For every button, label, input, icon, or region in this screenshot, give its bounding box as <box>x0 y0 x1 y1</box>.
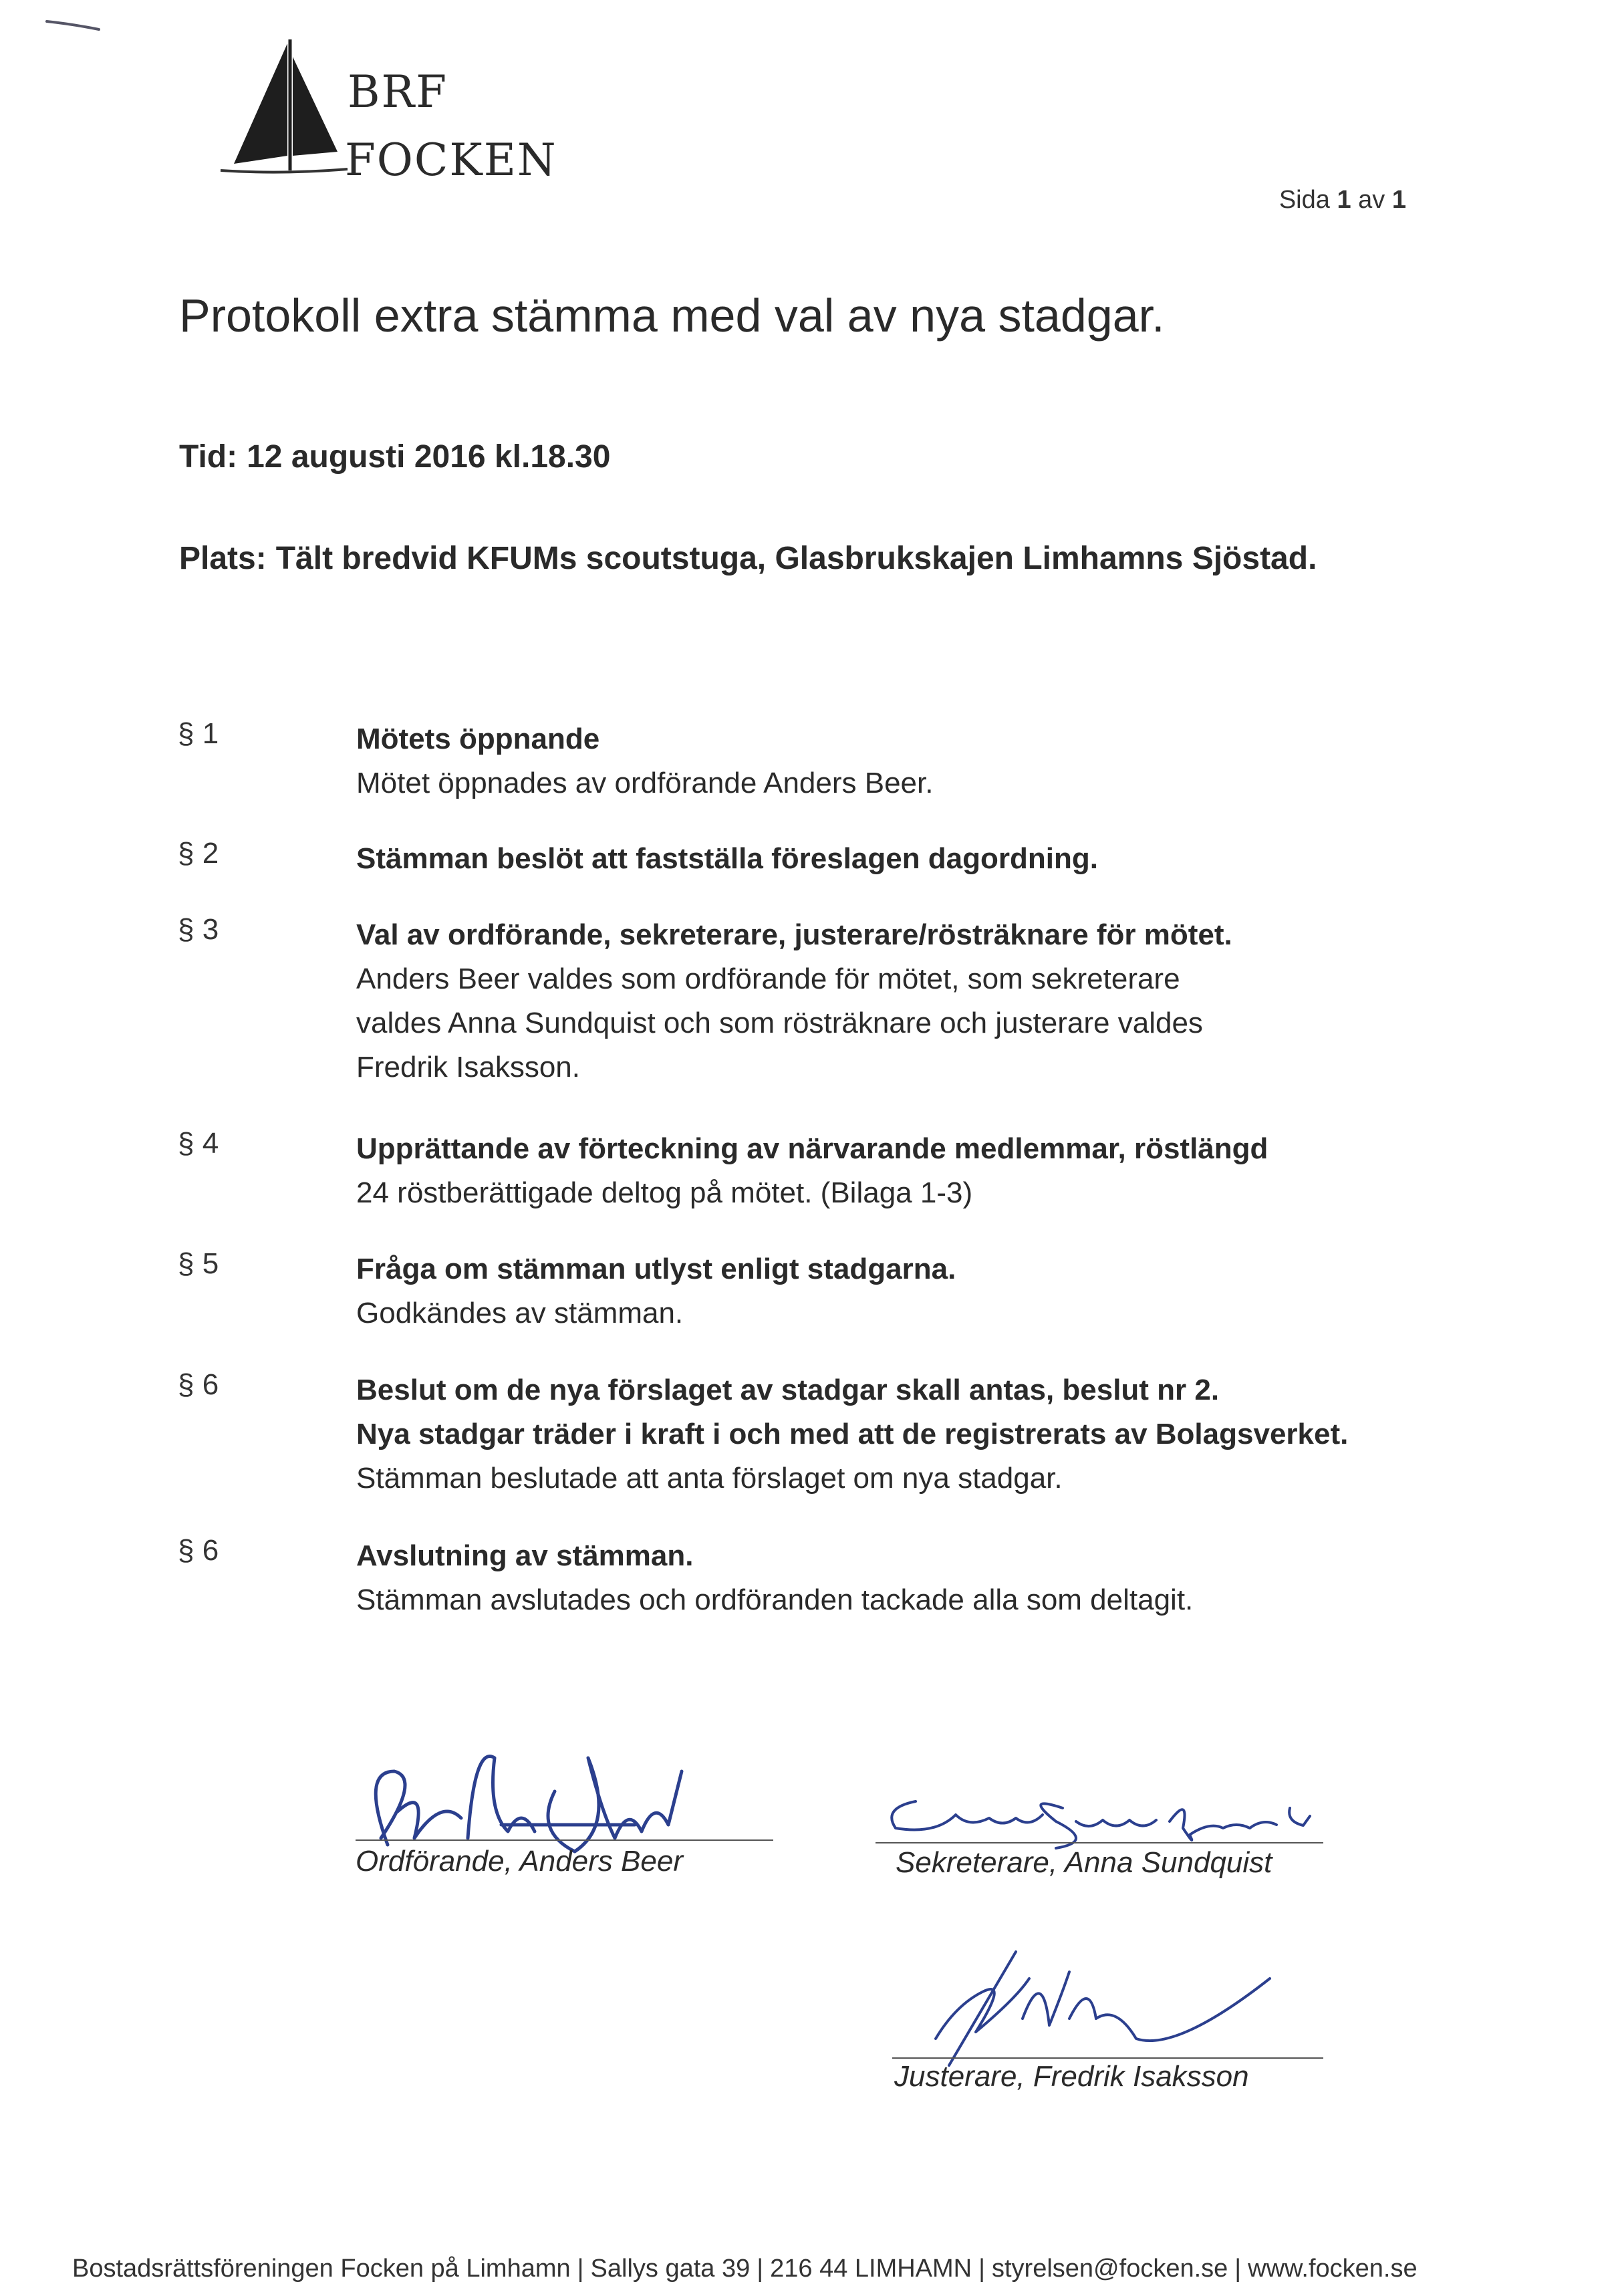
logo-text-focken: FOCKEN <box>345 134 557 186</box>
signature-label-chair: Ordförande, Anders Beer <box>356 1845 683 1878</box>
section-number: § 1 <box>178 717 219 750</box>
section-heading: Val av ordförande, sekreterare, justerare/rösträknare för mötet. <box>356 918 1232 951</box>
place-value: Tält bredvid KFUMs scoutstuga, Glasbrukskajen Limhamns Sjöstad. <box>275 541 1317 576</box>
page-prefix: Sida <box>1279 186 1330 214</box>
footer-email: styrelsen@focken.se <box>992 2255 1228 2283</box>
footer: Bostadsrättsföreningen Focken på Limhamn | Sallys gata 39 | 216 44 LIMHAMN | styrelsen@focken.se | www.focken.se <box>72 2255 1418 2283</box>
section-content <box>356 717 1439 805</box>
section-heading: Fråga om stämman utlyst enligt stadgarna. <box>356 1253 956 1285</box>
section-text: Mötet öppnades av ordförande Anders Beer. <box>356 767 934 799</box>
time-value: 12 augusti 2016 kl.18.30 <box>247 439 611 475</box>
footer-org: Bostadsrättsföreningen Focken på Limhamn <box>72 2255 571 2283</box>
section-text: Stämman beslutade att anta förslaget om nya stadgar. <box>356 1462 1063 1495</box>
signature-label-adjuster: Justerare, Fredrik Isaksson <box>894 2060 1249 2093</box>
signature-label-secretary: Sekreterare, Anna Sundquist <box>896 1846 1272 1879</box>
footer-address: Sallys gata 39 <box>590 2255 751 2283</box>
signature-adjuster <box>896 1938 1310 2072</box>
meeting-time <box>179 438 610 475</box>
footer-web: www.focken.se <box>1248 2255 1418 2283</box>
meeting-place <box>179 540 1317 577</box>
section-number: § 6 <box>178 1534 219 1567</box>
logo-text-brf: BRF <box>348 66 448 118</box>
section-heading: Stämman beslöt att fastställa föreslagen dagordning. <box>356 842 1098 875</box>
section-text: Anders Beer valdes som ordförande för mötet, som sekreterare <box>356 963 1180 995</box>
scan-mark <box>45 19 100 32</box>
section-text: Godkändes av stämman. <box>356 1297 684 1329</box>
section-content <box>356 837 1439 881</box>
page-separator: av <box>1358 186 1385 214</box>
section-text: valdes Anna Sundquist och som rösträknare och justerare valdes <box>356 1007 1203 1039</box>
signature-line <box>876 1842 1323 1843</box>
section-number: § 2 <box>178 837 219 870</box>
section-content <box>356 1368 1439 1501</box>
section-number: § 6 <box>178 1368 219 1401</box>
time-label: Tid: <box>179 439 238 475</box>
section-heading-2: Nya stadgar träder i kraft i och med att de registrerats av Bolagsverket. <box>356 1418 1349 1450</box>
page-current: 1 <box>1337 186 1351 214</box>
section-text: Stämman avslutades och ordföranden tackade alla som deltagit. <box>356 1583 1194 1616</box>
section-text: 24 röstberättigade deltog på mötet. (Bilaga 1-3) <box>356 1176 973 1209</box>
section-content <box>356 1534 1439 1622</box>
footer-postal: 216 44 LIMHAMN <box>770 2255 972 2283</box>
signature-secretary <box>876 1781 1343 1855</box>
section-content <box>356 1127 1439 1215</box>
page-total: 1 <box>1391 186 1406 214</box>
section-number: § 4 <box>178 1127 219 1160</box>
document-title: Protokoll extra stämma med val av nya stadgar. <box>179 289 1165 342</box>
section-heading: Mötets öppnande <box>356 723 600 755</box>
section-content <box>356 1247 1439 1335</box>
place-label: Plats: <box>179 541 267 576</box>
page-indicator <box>1279 186 1406 215</box>
signature-line <box>356 1839 773 1841</box>
section-heading: Upprättande av förteckning av närvarande medlemmar, röstlängd <box>356 1132 1268 1165</box>
section-number: § 3 <box>178 913 219 946</box>
section-heading: Avslutning av stämman. <box>356 1539 694 1572</box>
section-content <box>356 913 1439 1090</box>
section-text: Fredrik Isaksson. <box>356 1051 580 1083</box>
section-number: § 5 <box>178 1247 219 1280</box>
signature-line <box>892 2057 1323 2059</box>
section-heading: Beslut om de nya förslaget av stadgar skall antas, beslut nr 2. <box>356 1374 1220 1406</box>
